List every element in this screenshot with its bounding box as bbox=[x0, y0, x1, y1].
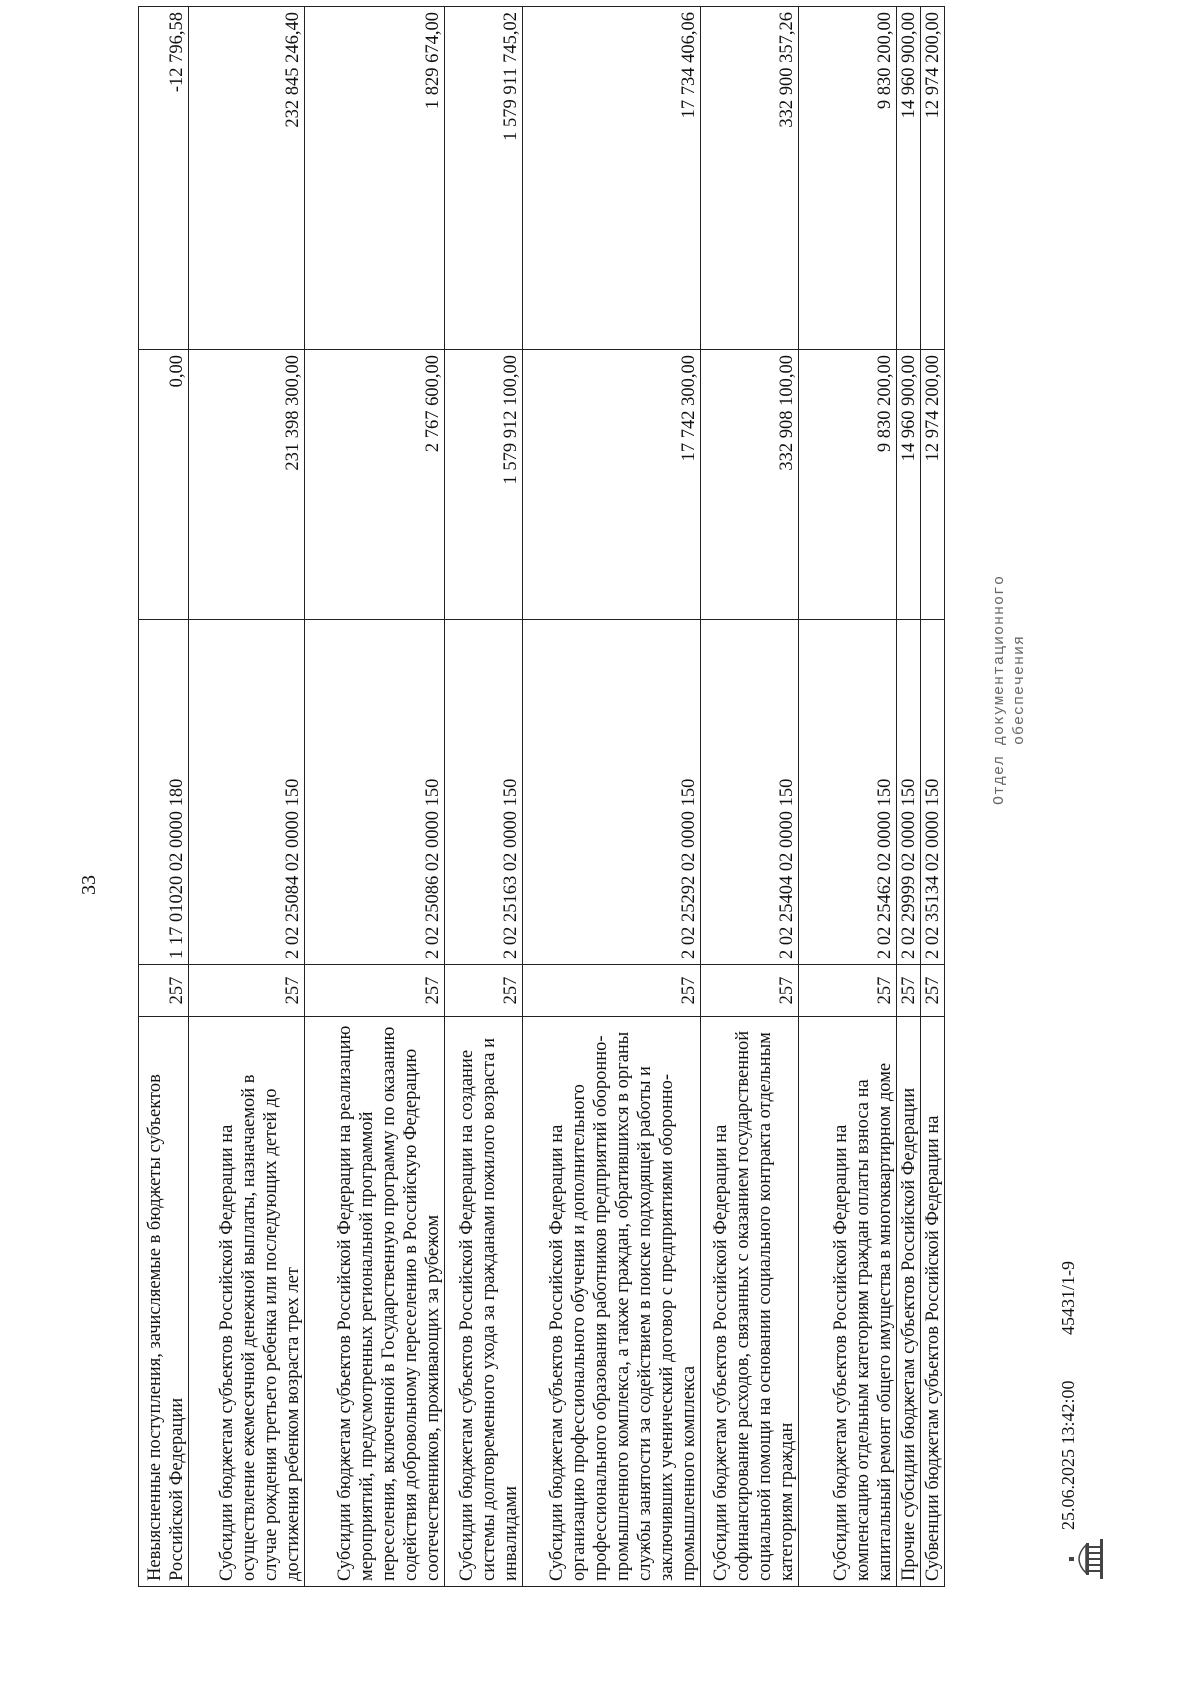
row-name: Субвенции бюджетам субъектов Российской Федерации на bbox=[921, 1017, 945, 1587]
row-name: Субсидии бюджетам субъектов Российской Федерации на реализацию мероприятий, предусмотренных региональной программой переселения, включенной в Государственную программу по оказанию содействия добровольному переселению в Российскую Федерацию соотечественников, проживающих за рубежом bbox=[305, 1017, 445, 1587]
row-budget-code: 2 02 25086 02 0000 150 bbox=[305, 620, 445, 965]
row-approved-amount: 332 908 100,00 bbox=[701, 350, 799, 620]
department-stamp bbox=[990, 575, 1030, 805]
row-approved-amount: 14 960 900,00 bbox=[897, 350, 921, 620]
row-approved-amount: 12 974 200,00 bbox=[921, 350, 945, 620]
row-admin-code: 257 bbox=[897, 965, 921, 1017]
row-budget-code: 2 02 25404 02 0000 150 bbox=[701, 620, 799, 965]
row-name: Субсидии бюджетам субъектов Российской Федерации на организацию профессионального обучения и дополнительного профессионального образования работников предприятий оборонно-промышленного комплекса, а также граждан, обратившихся в органы службы занятости за содействием в поиске подходящей работы и заключивших ученический договор с предприятиями оборонно-промышленного комплекса bbox=[523, 1017, 701, 1587]
row-name: Субсидии бюджетам субъектов Российской Федерации на компенсацию отдельным категориям граждан оплаты взноса на капитальный ремонт общего имущества в многоквартирном доме bbox=[799, 1017, 897, 1587]
table-row bbox=[799, 7, 897, 1587]
row-admin-code: 257 bbox=[189, 965, 305, 1017]
row-approved-amount: 17 742 300,00 bbox=[523, 350, 701, 620]
row-budget-code: 2 02 29999 02 0000 150 bbox=[897, 620, 921, 965]
row-admin-code: 257 bbox=[701, 965, 799, 1017]
stamp-line-2: обеспечения bbox=[1011, 634, 1028, 745]
row-budget-code: 2 02 25292 02 0000 150 bbox=[523, 620, 701, 965]
table-row bbox=[897, 7, 921, 1587]
row-executed-amount: 1 579 911 745,02 bbox=[445, 7, 523, 350]
row-executed-amount: 14 960 900,00 bbox=[897, 7, 921, 350]
row-executed-amount: 232 845 246,40 bbox=[189, 7, 305, 350]
budget-table bbox=[138, 6, 945, 1587]
row-budget-code: 2 02 25462 02 0000 150 bbox=[799, 620, 897, 965]
footer-date: 25.06.2025 13:42:00 bbox=[1058, 1380, 1078, 1530]
row-name: Субсидии бюджетам субъектов Российской Федерации на создание системы долговременного ухода за гражданами пожилого возраста и инвалидами bbox=[445, 1017, 523, 1587]
row-admin-code: 257 bbox=[445, 965, 523, 1017]
row-executed-amount: 17 734 406,06 bbox=[523, 7, 701, 350]
row-executed-amount: 9 830 200,00 bbox=[799, 7, 897, 350]
duma-emblem-icon bbox=[1068, 1535, 1106, 1583]
row-executed-amount: 1 829 674,00 bbox=[305, 7, 445, 350]
row-approved-amount: 9 830 200,00 bbox=[799, 350, 897, 620]
row-approved-amount: 231 398 300,00 bbox=[189, 350, 305, 620]
table-row bbox=[139, 7, 189, 1587]
page-number: 33 bbox=[78, 875, 100, 895]
table-row bbox=[701, 7, 799, 1587]
row-admin-code: 257 bbox=[305, 965, 445, 1017]
table-row bbox=[305, 7, 445, 1587]
row-executed-amount: 332 900 357,26 bbox=[701, 7, 799, 350]
table-row bbox=[189, 7, 305, 1587]
table-row bbox=[523, 7, 701, 1587]
row-budget-code: 2 02 35134 02 0000 150 bbox=[921, 620, 945, 965]
row-budget-code: 2 02 25084 02 0000 150 bbox=[189, 620, 305, 965]
row-admin-code: 257 bbox=[139, 965, 189, 1017]
table-row bbox=[445, 7, 523, 1587]
row-approved-amount: 2 767 600,00 bbox=[305, 350, 445, 620]
row-admin-code: 257 bbox=[921, 965, 945, 1017]
row-executed-amount: 12 974 200,00 bbox=[921, 7, 945, 350]
row-executed-amount: -12 796,58 bbox=[139, 7, 189, 350]
row-approved-amount: 1 579 912 100,00 bbox=[445, 350, 523, 620]
row-name: Невыясненные поступления, зачисляемые в бюджеты субъектов Российской Федерации bbox=[139, 1017, 189, 1587]
row-name: Субсидии бюджетам субъектов Российской Федерации на софинансирование расходов, связанных с оказанием государственной социальной помощи на основании социального контракта отдельным категориям граждан bbox=[701, 1017, 799, 1587]
row-approved-amount: 0,00 bbox=[139, 350, 189, 620]
stamp-line-1: Отдел документационного bbox=[991, 574, 1008, 805]
row-budget-code: 2 02 25163 02 0000 150 bbox=[445, 620, 523, 965]
row-name: Субсидии бюджетам субъектов Российской Федерации на осуществление ежемесячной денежной выплаты, назначаемой в случае рождения третьего ребенка или последующих детей до достижения ребенком возраста трех лет bbox=[189, 1017, 305, 1587]
table-row bbox=[921, 7, 945, 1587]
footer-doc-number: 45431/1-9 bbox=[1058, 1261, 1078, 1335]
row-admin-code: 257 bbox=[799, 965, 897, 1017]
row-budget-code: 1 17 01020 02 0000 180 bbox=[139, 620, 189, 965]
row-admin-code: 257 bbox=[523, 965, 701, 1017]
row-name: Прочие субсидии бюджетам субъектов Российской Федерации bbox=[897, 1017, 921, 1587]
